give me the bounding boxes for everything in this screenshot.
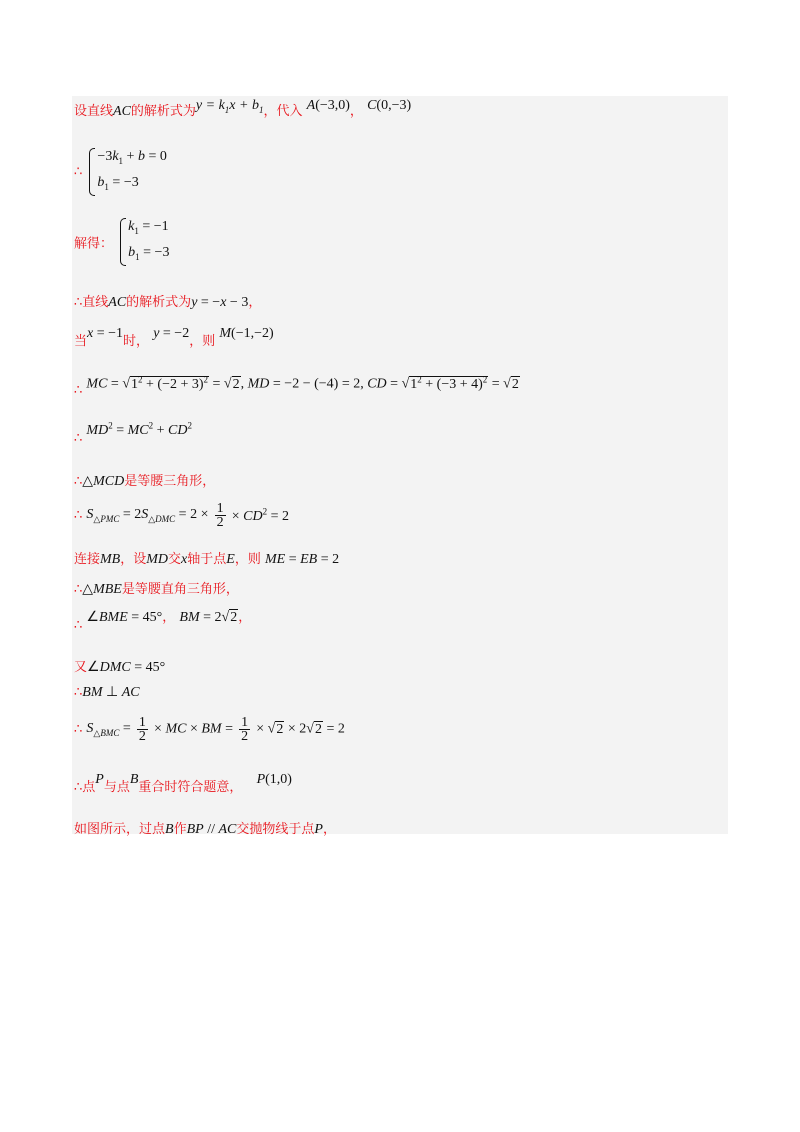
solution-line-11: ∴ ∠BME = 45°， BM = 2√2， [74,610,252,633]
solution-line-6: ∴ $MD^2 = MC^2 + CD^2$ [74,420,192,446]
solution-line-3: ∴直线AC的解析式为y = −x − 3， [74,295,262,310]
solution-line-14: ∴ $S_{\triangle BMC}$ = $\frac{1}{2}$ × MC × BM = $\frac{1}{2}$ × √2 × 2√2 = 2 [74,715,345,744]
solution-system: $k_1 = -1$ $b_1 = -3$ [119,216,169,268]
solution-line-13: ∴BM ⊥ AC [74,685,140,700]
solution-line-15: ∴点P与点B重合时符合题意， P(1,0) [74,772,292,795]
solution-line-4: 当x = −1时， y = −2，则 M(−1,−2) [74,326,274,349]
solution-line-10: ∴△MBE是等腰直角三角形， [74,582,239,597]
solution-line-12: 又∠DMC = 45° [74,660,166,675]
solution-line-1: ∴ $-3k_1 + b = 0$ $b_1 = -3$ [74,146,167,198]
solution-line-9: 连接MB，设MD交x轴于点E，则 ME = EB = 2 [74,552,340,567]
solution-line-2: 解得： $k_1 = -1$ $b_1 = -3$ [74,216,169,268]
solution-line-7: ∴△MCD是等腰三角形， [74,474,216,489]
equation-system: $-3k_1 + b = 0$ $b_1 = -3$ [88,146,166,198]
solution-line-8: ∴ $S_{\triangle PMC} = 2S_{\triangle DMC} = 2$ × $\frac{1}{2}$ × $CD^2 = 2$ [74,501,290,530]
solution-line-16: 如图所示，过点B作BP // AC交抛物线于点P， [74,822,336,837]
solution-line-5: ∴ MC = $√1^2 + (-2 + 3)^2 = √2$, MD = −2 − (−4) = 2, CD = $√1^2 + (-3 + 4)^2 = √2$ [74,374,519,398]
solution-line-0: 设直线AC的解析式为$y = k_1x + b_1$，代入 A(−3,0)， C(0,−3) [74,98,412,119]
